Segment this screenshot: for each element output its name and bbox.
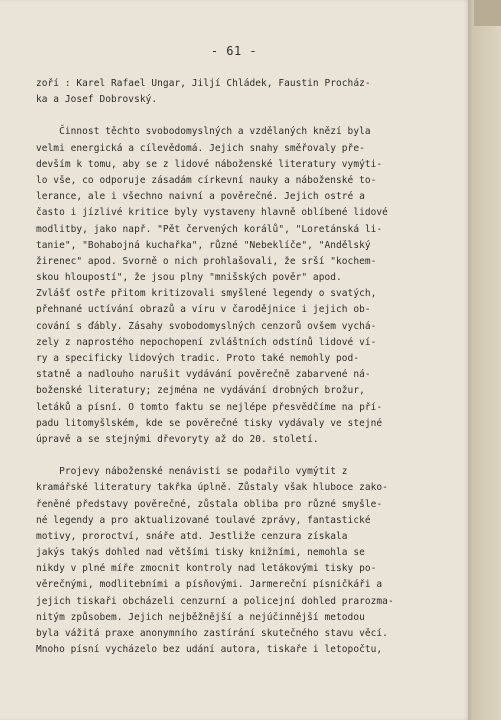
text-line: né legendy a pro aktualizované toulavé zprávy, fantastické [36,514,371,526]
text-line: Zvlášť ostře přitom kritizovali smyšlené legendy o svatých, [36,288,377,300]
text-line: statně a nadlouho narušit vydávání pověrečně zabarvené ná- [36,369,371,381]
text-line: Projevy náboženské nenávisti se podařilo vymýtit z [36,466,348,478]
text-line: úpravě a se stejnými dřevoryty až do 20. století. [36,433,319,445]
text-line: letáků a písní. O tomto faktu se nejlépe přesvědčíme na pří- [36,401,383,413]
text-line: nikdy v plné míře zmocnit kontroly nad letákovými tisky po- [36,563,377,575]
text-line: skou hloupostí", že jsou plny "mnišských pověr" apod. [36,272,342,284]
text-line: devším k tomu, aby se z lidové náboženské literatury vymýti- [36,158,383,170]
text-line: tanie", "Bohabojná kuchařka", různé "Nebeklíče", "Andělský [36,239,371,251]
text-line: zoří : Karel Rafael Ungar, Jiljí Chládek, Faustin Procház- [36,78,371,89]
text-line: řeněné představy pověrečné, zůstala obliba pro různé smyšle- [36,498,383,510]
corner-tab [474,0,501,26]
paragraph-gap [36,448,448,464]
text-line: často i jízlivé kritice byly vystaveny hlavně oblíbené lidové [36,207,388,219]
text-line: byla vážitá praxe anonymního zastírání skutečného stavu věcí. [36,628,388,639]
book-edge [474,0,501,720]
text-line: Činnost těchto svobodomyslných a vzdělaných knězí byla [36,126,371,138]
page-number: - 61 - [210,44,258,58]
text-line: cování s ďábly. Zásahy svobodomyslných cenzorů ovšem vychá- [36,320,377,332]
text-line: velmi energická a cílevědomá. Jejich snahy směřovaly pře- [36,142,365,154]
text-line: jakýs takýs dohled nad většími tisky knižními, nemohla se [36,547,365,559]
text-line: zely z naprostého nepochopení zvláštních odstínů lidové ví- [36,336,377,348]
text-line: boženské literatury; zejména ne vydávání drobných brožur, [36,385,365,397]
text-line: lerance, ale i všechno naivní a pověrečné. Jejich ostré a [36,191,365,203]
text-line: modlitby, jako např. "Pět červených korálů", "Loretánská li- [36,223,383,235]
text-line: nitým způsobem. Jejich nejběžnější a nejúčinnější metodou [36,611,365,623]
text-line: jejich tiskaři obcházeli cenzurní a policejní dohled prarozma- [36,595,394,607]
body-text [36,76,448,658]
text-line: věrečnými, modlitebními a písňovými. Jarmereční písničkáři a [36,579,383,591]
text-line: přehnané uctívání obrazů a víru v čarodějnice i jejich ob- [36,304,371,316]
text-line: padu litomyšlském, kde se pověrečné tisky vydávaly ve stejné [36,417,383,429]
text-line: kramářské literatury takřka úplně. Zůstaly však hluboce zako- [36,482,388,494]
text-line: Mnoho písní vycházelo bez udání autora, tiskaře i letopočtu, [36,644,383,656]
paragraph-gap [36,108,448,124]
paragraph [36,76,448,108]
text-line: lo vše, co odporuje zásadám církevní nauky a náboženské to- [36,174,377,186]
text-line: ka a Josef Dobrovský. [36,94,158,106]
text-line: ry a specificky lidových tradic. Proto také nemohly pod- [36,353,360,364]
paragraph [36,464,448,658]
text-line: motivy, proroctví, snáře atd. Jestliže cenzura získala [36,530,348,542]
paragraph [36,124,448,448]
text-line: žirenec" apod. Svorně o nich prohlašovali, že srší "kochem- [36,255,377,267]
